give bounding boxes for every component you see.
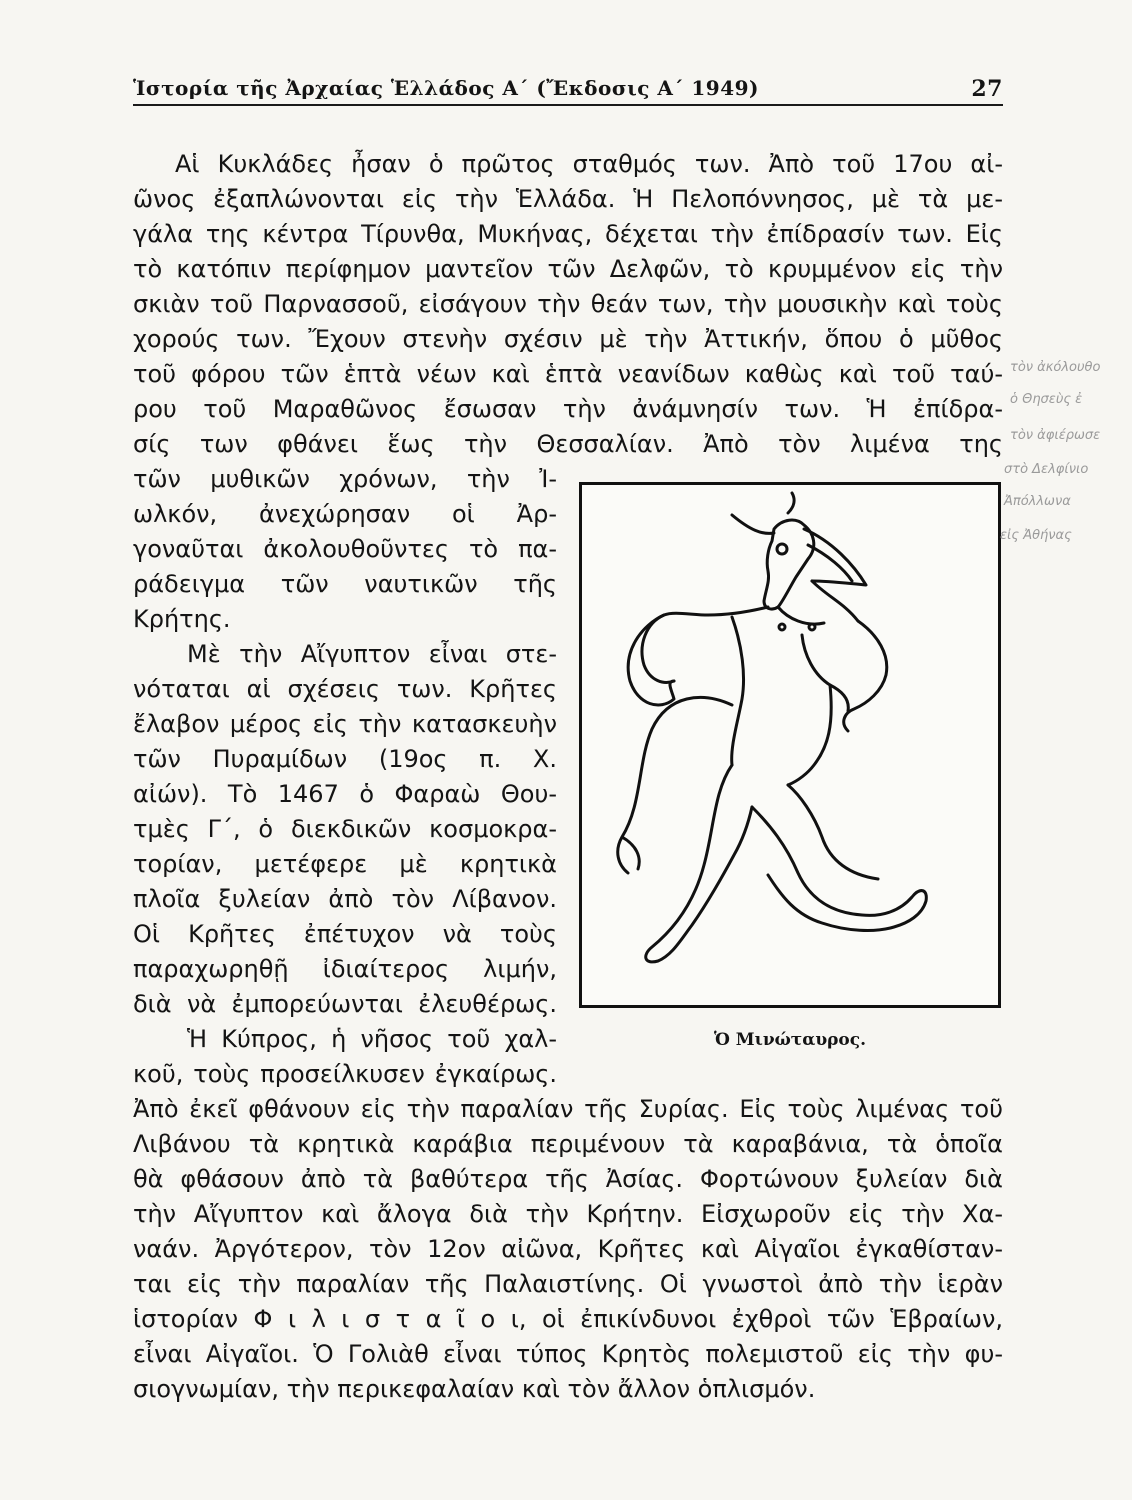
text-line: Μὲ τὴν Αἴγυπτον εἶναι στε- <box>187 640 557 668</box>
tail <box>618 697 732 873</box>
text-line: ἔλαβον μέρος εἰς τὴν κατασκευὴν <box>133 710 557 738</box>
body <box>732 617 744 765</box>
margin-note: ὁ Θησεὺς ἐ <box>1010 392 1083 407</box>
text-line: παραχωρηθῇ ἰδιαίτερος λιμήν, <box>133 955 557 983</box>
text-line: Ἀπὸ ἐκεῖ φθάνουν εἰς τὴν παραλίαν τῆς Συρίας. Εἰς τοὺς λιμένας τοῦ <box>133 1095 1003 1123</box>
page-number: 27 <box>971 76 1003 102</box>
text-line: τὸ κατόπιν περίφημον μαντεῖον τῶν Δελφῶν, τὸ κρυμμένον εἰς τὴν <box>133 255 1003 283</box>
text-line: τῶν μυθικῶν χρόνων, τὴν Ἰ- <box>133 465 557 493</box>
text-line: Αἱ Κυκλάδες ἦσαν ὁ πρῶτος σταθμός των. Ἀπὸ τοῦ 17ου αἰ- <box>175 150 1003 178</box>
text-line: Ἡ Κύπρος, ἡ νῆσος τοῦ χαλ- <box>187 1025 557 1053</box>
text-line: σκιὰν τοῦ Παρνασσοῦ, εἰσάγουν τὴν θεάν των, τὴν μουσικὴν καὶ τοὺς <box>133 290 1003 318</box>
margin-note: Ἀπόλλωνα <box>1004 494 1071 509</box>
text-line: τορίαν, μετέφερε μὲ κρητικὰ <box>133 850 557 878</box>
text-line: τμὲς Γ΄, ὁ διεκδικῶν κοσμοκρα- <box>133 815 557 843</box>
horn-right <box>788 493 794 513</box>
text-line: πλοῖα ξυλείαν ἀπὸ τὸν Λίβανον. <box>133 885 557 913</box>
margin-note: στὸ Δελφίνιο <box>1004 462 1089 477</box>
text-line: θὰ φθάσουν ἀπὸ τὰ βαθύτερα τῆς Ἀσίας. Φορτώνουν ξυλείαν διὰ <box>133 1165 1003 1193</box>
text-line: Κρήτης. <box>133 605 231 633</box>
header-rule <box>133 104 1003 106</box>
running-header <box>133 76 1003 100</box>
bull-eye <box>777 544 787 554</box>
figure-caption: Ὁ Μινώταυρος. <box>713 1030 867 1050</box>
text-line: ται εἰς τὴν παραλίαν τῆς Παλαιστίνης. Οἱ γνωστοὶ ἀπὸ τὴν ἱερὰν <box>133 1270 1003 1298</box>
text-line: τῶν Πυραμίδων (19ος π. Χ. <box>133 745 557 773</box>
text-line: τὴν Αἴγυπτον καὶ ἄλογα διὰ τὴν Κρήτην. Εἰσχωροῦν εἰς τὴν Χα- <box>133 1200 1003 1228</box>
text-line: κοῦ, τοὺς προσείλκυσεν ἐγκαίρως. <box>133 1060 557 1088</box>
horn-left <box>732 515 774 533</box>
text-line: διὰ νὰ ἐμπορεύωνται ἐλευθέρως. <box>133 990 557 1018</box>
text-line: χορούς των. Ἔχουν στενὴν σχέσιν μὲ τὴν Ἀττικήν, ὅπου ὁ μῦθος <box>133 325 1003 353</box>
margin-note: τὸν ἀκόλουθο <box>1010 360 1101 375</box>
text-line: ῶνος ἐξαπλώνονται εἰς τὴν Ἑλλάδα. Ἡ Πελοπόννησος, μὲ τὰ με- <box>133 185 1003 213</box>
text-line: Οἱ Κρῆτες ἐπέτυχον νὰ τοὺς <box>133 920 557 948</box>
text-line: γάλα της κέντρα Τίρυνθα, Μυκήνας, δέχεται τὴν ἐπίδρασίν των. Εἰς <box>133 220 1003 248</box>
text-line: ρου τοῦ Μαραθῶνος ἔσωσαν τὴν ἀνάμνησίν των. Ἡ ἐπίδρα- <box>133 395 1003 423</box>
text-line: εἶναι Αἰγαῖοι. Ὁ Γολιὰθ εἶναι τύπος Κρητὸς πολεμιστοῦ εἰς τὴν φυ- <box>133 1340 1003 1368</box>
arm-right <box>844 621 887 731</box>
text-line: σίς των φθάνει ἕως τὴν Θεσσαλίαν. Ἀπὸ τὸν λιμένα της <box>133 430 1003 458</box>
text-line: ράδειγμα τῶν ναυτικῶν τῆς <box>133 570 557 598</box>
text-line: ναάν. Ἀργότερον, τὸν 12ον αἰῶνα, Κρῆτες καὶ Αἰγαῖοι ἐγκαθίσταν- <box>133 1235 1003 1263</box>
torso <box>642 607 768 682</box>
text-line: ἱστορίαν Φ ι λ ι σ τ α ῖ ο ι, οἱ ἐπικίνδυνοι ἐχθροὶ τῶν Ἑβραίων, <box>133 1305 1003 1333</box>
text-line: τοῦ φόρου τῶν ἑπτὰ νέων καὶ ἑπτὰ νεανίδων καθὼς καὶ τοῦ ταύ- <box>133 360 1003 388</box>
leg-left <box>646 765 752 962</box>
text-line: σιογνωμίαν, τὴν περικεφαλαίαν καὶ τὸν ἄλλον ὁπλισμόν. <box>133 1375 816 1403</box>
margin-note: τὸν ἀφιέρωσε <box>1010 428 1101 443</box>
text-line: αἰών). Τὸ 1467 ὁ Φαραὼ Θου- <box>133 780 557 808</box>
arm-left <box>628 615 674 705</box>
minotaur-figure <box>579 482 1001 1008</box>
running-title: Ἱστορία τῆς Ἀρχαίας Ἑλλάδος Α΄ (Ἔκδοσις Α΄ 1949) <box>133 76 760 100</box>
text-line: γοναῦται ἀκολουθοῦντες τὸ πα- <box>133 535 557 563</box>
text-line: νόταται αἱ σχέσεις των. Κρῆτες <box>133 675 557 703</box>
minotaur-drawing <box>582 485 998 1005</box>
leg-right <box>752 807 926 930</box>
text-line: ωλκόν, ἀνεχώρησαν οἱ Ἀρ- <box>133 500 557 528</box>
margin-note: εἰς Ἀθήνας <box>1000 528 1072 543</box>
text-line: Λιβάνου τὰ κρητικὰ καράβια περιμένουν τὰ καραβάνια, τὰ ὁποῖα <box>133 1130 1003 1158</box>
